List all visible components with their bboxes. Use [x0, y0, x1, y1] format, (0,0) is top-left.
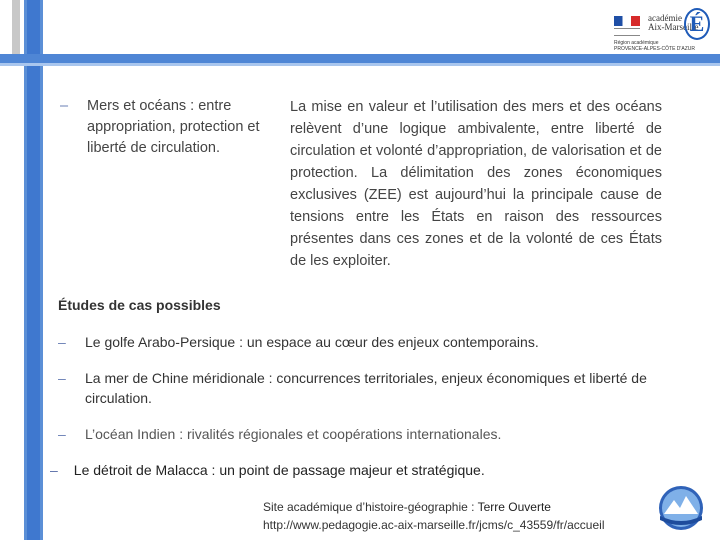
academie-logo: [612, 6, 712, 54]
academie-e-icon: É: [684, 8, 710, 40]
case-text: La mer de Chine méridionale : concurrences territoriales, enjeux économiques et liberté de circulation.: [85, 370, 647, 406]
case-item-last: [50, 460, 485, 480]
bullet-dash: –: [58, 334, 66, 350]
case-item: [58, 332, 678, 352]
bullet-dash: –: [60, 98, 69, 114]
footer-site-name: Terre Ouverte: [477, 500, 551, 514]
case-text: L’océan Indien : rivalités régionales et coopérations internationales.: [85, 426, 502, 442]
terre-ouverte-badge-icon: [652, 484, 710, 532]
topic-label: Mers et océans : entre appropriation, protection et liberté de circulation.: [87, 98, 260, 156]
bullet-dash: –: [58, 370, 66, 386]
region-label: Région académique PROVENCE-ALPES-CÔTE D'AZUR: [614, 40, 695, 52]
decorative-blue-vertical-bar-inner: [27, 0, 40, 540]
case-item: [58, 368, 678, 408]
french-flag-icon: [614, 16, 640, 26]
decorative-light-blue-line: [0, 63, 720, 66]
topic-item: [60, 96, 275, 159]
case-item: [58, 424, 678, 444]
logo-rule: [614, 28, 640, 36]
bullet-dash: –: [50, 462, 58, 478]
decorative-gray-bar: [12, 0, 20, 60]
footer-url[interactable]: http://www.pedagogie.ac-aix-marseille.fr/jcms/c_43559/fr/accueil: [263, 518, 605, 532]
footer: [263, 498, 604, 534]
footer-site-line: Site académique d’histoire-géographie : Terre Ouverte: [263, 500, 551, 514]
case-text: Le détroit de Malacca : un point de passage majeur et stratégique.: [73, 462, 485, 478]
case-text: Le golfe Arabo-Persique : un espace au cœur des enjeux contemporains.: [85, 334, 539, 350]
academie-name: académie Aix-Marseille: [648, 13, 699, 32]
case-studies-heading: Études de cas possibles: [58, 297, 221, 313]
decorative-blue-horizontal-bar: [0, 54, 720, 63]
topic-paragraph: La mise en valeur et l’utilisation des mers et des océans relèvent d’une logique ambivalente, entre liberté de circulation et volonté d’appropriation, de valorisation et de protection. La délimitation des zones économiques exclusives (ZEE) est aujourd’hui la principale cause de tensions entre les États en raison des ressources présentes dans ces zones et de la volonté de ces États de les exploiter.: [290, 99, 662, 269]
bullet-dash: –: [58, 426, 66, 442]
